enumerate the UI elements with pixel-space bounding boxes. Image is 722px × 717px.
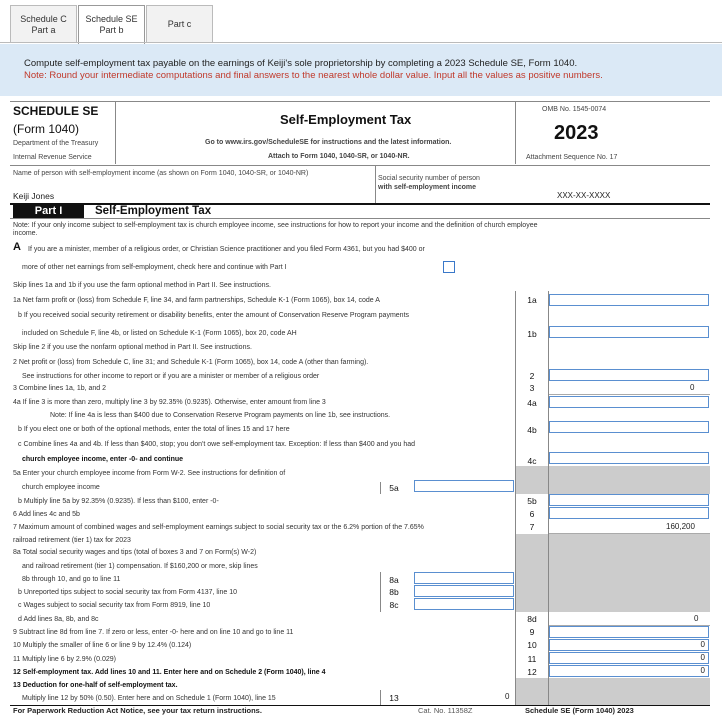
line-4c-input[interactable]: [549, 452, 709, 464]
line-11-number: 11: [527, 654, 537, 664]
line-4b-text: b If you elect one or both of the optional methods, enter the total of lines 15 and 17 here: [18, 426, 290, 433]
line-1a-number: 1a: [527, 295, 537, 305]
line-4a-input[interactable]: [549, 396, 709, 408]
line-1b-text-1: b If you received social security retirement or disability benefits, enter the amount of Conservation Reserve Program payments: [18, 312, 410, 319]
line-8a-input[interactable]: [414, 572, 514, 584]
line-4b-input[interactable]: [549, 421, 709, 433]
line-9-text: 9 Subtract line 8d from line 7. If zero or less, enter -0- here and on line 10 and go to line 11: [13, 629, 294, 636]
instructions-note: Note: Round your intermediate computations and final answers to the nearest whole dollar value. Input all the values as positive numbers.: [24, 70, 603, 81]
tab-label: Schedule SE: [85, 14, 138, 24]
omb-number: OMB No. 1545-0074: [542, 106, 607, 113]
line-5b-number: 5b: [527, 496, 537, 506]
line-2-number: 2: [529, 371, 535, 381]
line-4a-number: 4a: [527, 398, 537, 408]
line-5a-shaded: [516, 466, 548, 494]
line-8a-text-3: 8b through 10, and go to line 11: [22, 576, 121, 583]
line-a-text-2: more of other net earnings from self-employment, check here and continue with Part I: [22, 264, 287, 271]
line-a-letter: A: [13, 241, 21, 253]
goto-instructions: Go to www.irs.gov/ScheduleSE for instructions and the latest information.: [205, 139, 452, 146]
line-8c-number: 8c: [389, 600, 399, 610]
tab-label: Part c: [167, 19, 192, 29]
footer-paperwork: For Paperwork Reduction Act Notice, see your tax return instructions.: [13, 706, 262, 715]
line-1a-text: 1a Net farm profit or (loss) from Schedule F, line 34, and farm partnerships, Schedule K-1 (Form 1065), box 14, code A: [13, 297, 380, 304]
line-8c-text: c Wages subject to social security tax from Form 8919, line 10: [18, 602, 211, 609]
line-4c-number: 4c: [527, 456, 537, 466]
line-13-shaded-num: [516, 678, 548, 705]
line-6-input[interactable]: [549, 507, 709, 519]
church-note-1: Note: If your only income subject to self-employment tax is church employee income, see instructions for how to report your income and the definition of church employee: [13, 222, 538, 229]
line-4a-text: 4a If line 3 is more than zero, multiply line 3 by 92.35% (0.9235). Otherwise, enter amount from line 3: [13, 399, 326, 406]
line-4b-number: 4b: [527, 425, 537, 435]
ssn-label-2: with self-employment income: [378, 184, 477, 191]
tab-divider: [0, 42, 722, 43]
tab-sublabel: Part a: [31, 24, 56, 35]
line-8c-input[interactable]: [414, 598, 514, 610]
line-4a-note: Note: If line 4a is less than $400 due to Conservation Reserve Program payments on line 1b, see instructions.: [50, 412, 391, 419]
line-7-text-1: 7 Maximum amount of combined wages and self-employment earnings subject to social security tax or the 6.2% portion of the 7.65%: [13, 524, 424, 531]
line-12-text: 12 Self-employment tax. Add lines 10 and 11. Enter here and on Schedule 2 (Form 1040), line 4: [13, 669, 326, 676]
line-1b-input[interactable]: [549, 326, 709, 338]
instructions-main: Compute self-employment tax payable on the earnings of Keiji's sole proprietorship by completing a 2023 Schedule SE, Form 1040.: [24, 58, 578, 69]
line-2-input[interactable]: [549, 369, 709, 381]
line-13-text-2: Multiply line 12 by 50% (0.50). Enter here and on Schedule 1 (Form 1040), line 15: [22, 695, 276, 702]
line-10-input[interactable]: 0: [549, 639, 709, 651]
line-9-input[interactable]: [549, 626, 709, 638]
taxpayer-ssn: XXX-XX-XXXX: [557, 191, 611, 200]
line-8-shaded-value: [549, 534, 710, 612]
line-5a-input[interactable]: [414, 480, 514, 492]
minister-checkbox[interactable]: [443, 261, 455, 273]
line-10-number: 10: [527, 640, 537, 650]
line-13-value: 0: [505, 692, 510, 701]
line-10-text: 10 Multiply the smaller of line 6 or line 9 by 12.4% (0.124): [13, 642, 192, 649]
part-title: Self-Employment Tax: [95, 205, 212, 217]
name-label: Name of person with self-employment income (as shown on Form 1040, 1040-SR, or 1040-NR): [13, 170, 309, 177]
inner-col-8-left: [380, 572, 381, 612]
schedule-name: SCHEDULE SE: [13, 104, 99, 118]
line-9-number: 9: [529, 627, 535, 637]
line-8d-number: 8d: [527, 614, 537, 624]
line-8a-number: 8a: [389, 575, 399, 585]
line-1a-input[interactable]: [549, 294, 709, 306]
line-8d-value: 0: [694, 614, 699, 623]
line-7-value: 160,200: [666, 522, 695, 531]
line-12-input[interactable]: 0: [549, 665, 709, 677]
line-7-number: 7: [529, 522, 535, 532]
line-3-text: 3 Combine lines 1a, 1b, and 2: [13, 385, 107, 392]
form-number: (Form 1040): [13, 122, 80, 136]
line-5a-shaded-value: [549, 466, 710, 494]
header-divider-left: [115, 102, 116, 164]
dept-treasury: Department of the Treasury: [13, 140, 99, 147]
line-7-text-2: railroad retirement (tier 1) tax for 2023: [13, 537, 131, 544]
header-bottom-rule: [10, 165, 710, 166]
line-5b-input[interactable]: [549, 494, 709, 506]
inner-col-5a-left: [380, 482, 381, 494]
name-ssn-divider: [375, 166, 376, 203]
line-13-text-1: 13 Deduction for one-half of self-employment tax.: [13, 682, 178, 689]
line-5a-text-1: 5a Enter your church employee income from Form W-2. See instructions for definition of: [13, 470, 286, 477]
line-8b-input[interactable]: [414, 585, 514, 597]
line-8a-text-2: and railroad retirement (tier 1) compensation. If $160,200 or more, skip lines: [22, 563, 258, 570]
inner-col-13-left: [380, 690, 381, 706]
skip-note-1: Skip lines 1a and 1b if you use the farm optional method in Part II. See instructions.: [13, 282, 271, 289]
tab-bar: [10, 5, 214, 43]
line-3-rule: [549, 394, 710, 395]
line-3-number: 3: [529, 383, 535, 393]
part-bottom-rule: [10, 218, 710, 219]
line-3-value: 0: [690, 383, 695, 392]
tab-schedule-se[interactable]: [78, 5, 145, 44]
line-8a-text-1: 8a Total social security wages and tips (total of boxes 3 and 7 on Form(s) W-2): [13, 549, 257, 556]
attach-note: Attach to Form 1040, 1040-SR, or 1040-NR.: [268, 153, 410, 160]
line-1b-text-2: included on Schedule F, line 4b, or listed on Schedule K-1 (Form 1065), box 20, code AH: [22, 330, 297, 337]
church-note-2: income.: [13, 230, 38, 237]
line-8d-text: d Add lines 8a, 8b, and 8c: [18, 616, 99, 623]
line-2-text-1: 2 Net profit or (loss) from Schedule C, line 31; and Schedule K-1 (Form 1065), box 14, code A (other than farming).: [13, 359, 369, 366]
skip-note-2: Skip line 2 if you use the nonfarm optional method in Part II. See instructions.: [13, 344, 252, 351]
taxpayer-name: Keiji Jones: [13, 191, 55, 201]
attachment-sequence: Attachment Sequence No. 17: [526, 154, 618, 161]
instructions-box: [0, 44, 722, 96]
linenum-col-left: [515, 291, 516, 706]
line-5b-text: b Multiply line 5a by 92.35% (0.9235). If less than $100, enter -0-: [18, 498, 219, 505]
line-11-input[interactable]: 0: [549, 652, 709, 664]
line-6-number: 6: [529, 509, 535, 519]
footer-form-id: Schedule SE (Form 1040) 2023: [525, 706, 634, 715]
line-8-shaded-num: [516, 534, 548, 612]
form-title: Self-Employment Tax: [280, 112, 412, 127]
line-1b-number: 1b: [527, 329, 537, 339]
line-5a-number: 5a: [389, 483, 399, 493]
line-6-text: 6 Add lines 4c and 5b: [13, 511, 80, 518]
line-4c-text-2: church employee income, enter -0- and continue: [22, 456, 184, 463]
line-12-number: 12: [527, 667, 537, 677]
line-13-number: 13: [389, 693, 399, 703]
tab-part-c[interactable]: [146, 5, 213, 43]
ssn-label-1: Social security number of person: [378, 175, 480, 182]
line-5a-text-2: church employee income: [22, 484, 100, 491]
line-8b-text: b Unreported tips subject to social security tax from Form 4137, line 10: [18, 589, 238, 596]
tab-sublabel: Part b: [99, 25, 124, 35]
footer-cat-no: Cat. No. 11358Z: [418, 706, 473, 715]
header-divider-right: [515, 102, 516, 164]
irs-label: Internal Revenue Service: [13, 154, 92, 161]
tax-year: 2023: [554, 122, 599, 144]
tab-label: Schedule C: [20, 13, 67, 24]
line-11-text: 11 Multiply line 6 by 2.9% (0.029): [13, 656, 116, 663]
tab-schedule-c[interactable]: [10, 5, 77, 43]
line-4c-text-1: c Combine lines 4a and 4b. If less than $400, stop; you don't owe self-employment tax. Exception: If less than $400 and you had: [18, 441, 416, 448]
line-8b-number: 8b: [389, 587, 399, 597]
line-a-text-1: If you are a minister, member of a religious order, or Christian Science practitioner and you filed Form 4361, but you had $400 or: [28, 246, 425, 253]
line-13-shaded-value: [549, 678, 710, 705]
line-2-text-2: See instructions for other income to report or if you are a minister or member of a religious order: [22, 373, 320, 380]
part-label: Part I: [13, 205, 84, 218]
